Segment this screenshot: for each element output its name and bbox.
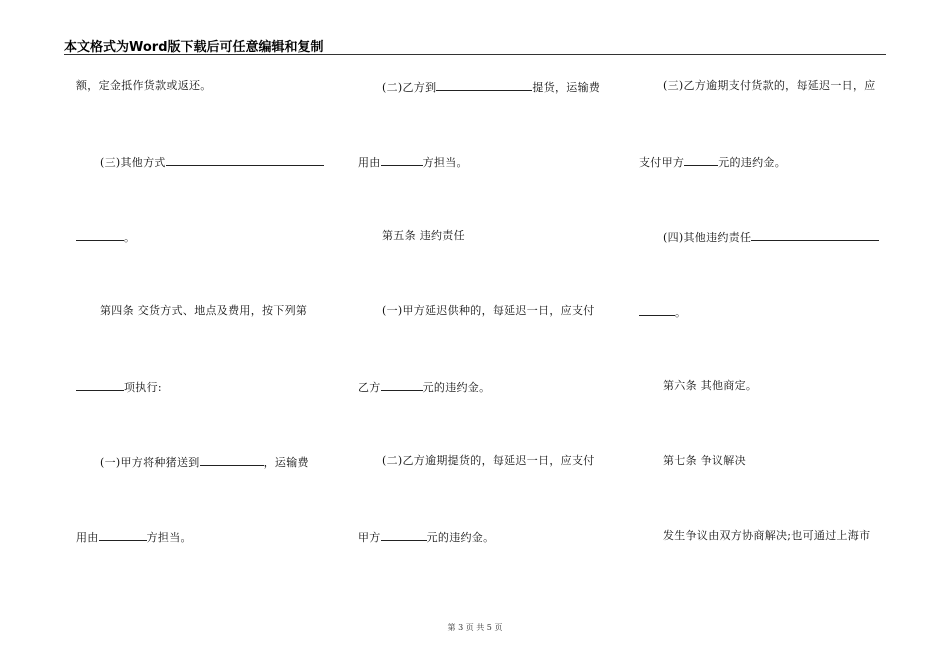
- fill-in-blank[interactable]: [381, 154, 423, 166]
- fill-in-blank[interactable]: [166, 154, 324, 166]
- page-number: 第 3 页 共 5 页: [447, 623, 503, 632]
- text-line: 支付甲方 元的违约金。: [639, 156, 787, 169]
- fill-in-blank[interactable]: [99, 529, 147, 541]
- text-line: (一)甲方将种猪送到 ，运输费: [100, 456, 309, 469]
- text-line: (二)乙方到 提货，运输费: [382, 81, 601, 94]
- fill-in-blank[interactable]: [76, 229, 124, 241]
- text-line: 。: [639, 304, 686, 320]
- text-line: 项执行:: [76, 379, 162, 395]
- text-line: 用由 方担当。: [76, 531, 192, 544]
- text-line: 第四条 交货方式、地点及费用，按下列第: [100, 304, 308, 317]
- fill-in-blank[interactable]: [381, 529, 427, 541]
- fill-in-blank[interactable]: [751, 229, 879, 241]
- page-footer: [0, 622, 950, 633]
- fill-in-blank[interactable]: [381, 379, 423, 391]
- fill-in-blank[interactable]: [76, 379, 124, 391]
- text-line: 甲方 元的违约金。: [358, 531, 495, 544]
- text-line: 。: [76, 229, 135, 245]
- text-line: 乙方 元的违约金。: [358, 381, 491, 394]
- text-line: 额，定金抵作货款或返还。: [76, 79, 212, 92]
- text-line: (一)甲方延迟供种的，每延迟一日，应支付: [382, 304, 595, 317]
- fill-in-blank[interactable]: [436, 79, 532, 91]
- text-line: 发生争议由双方协商解决;也可通过上海市: [663, 529, 871, 542]
- text-column-3: [639, 0, 887, 672]
- text-line: (三)其他方式: [100, 154, 324, 170]
- fill-in-blank[interactable]: [639, 304, 675, 316]
- text-line: (二)乙方逾期提货的，每延迟一日，应支付: [382, 454, 595, 467]
- fill-in-blank[interactable]: [200, 454, 264, 466]
- header-title: 本文格式为Word版下载后可任意编辑和复制: [64, 40, 324, 55]
- fill-in-blank[interactable]: [684, 154, 718, 166]
- text-column-2: [358, 0, 608, 672]
- text-line: 用由 方担当。: [358, 156, 468, 169]
- text-line: 第七条 争议解决: [663, 454, 746, 467]
- text-line: 第五条 违约责任: [382, 229, 465, 242]
- text-line: (四)其他违约责任: [663, 229, 879, 245]
- text-column-1: [76, 0, 326, 672]
- text-line: 第六条 其他商定。: [663, 379, 758, 392]
- text-line: (三)乙方逾期支付货款的，每延迟一日，应: [663, 79, 876, 92]
